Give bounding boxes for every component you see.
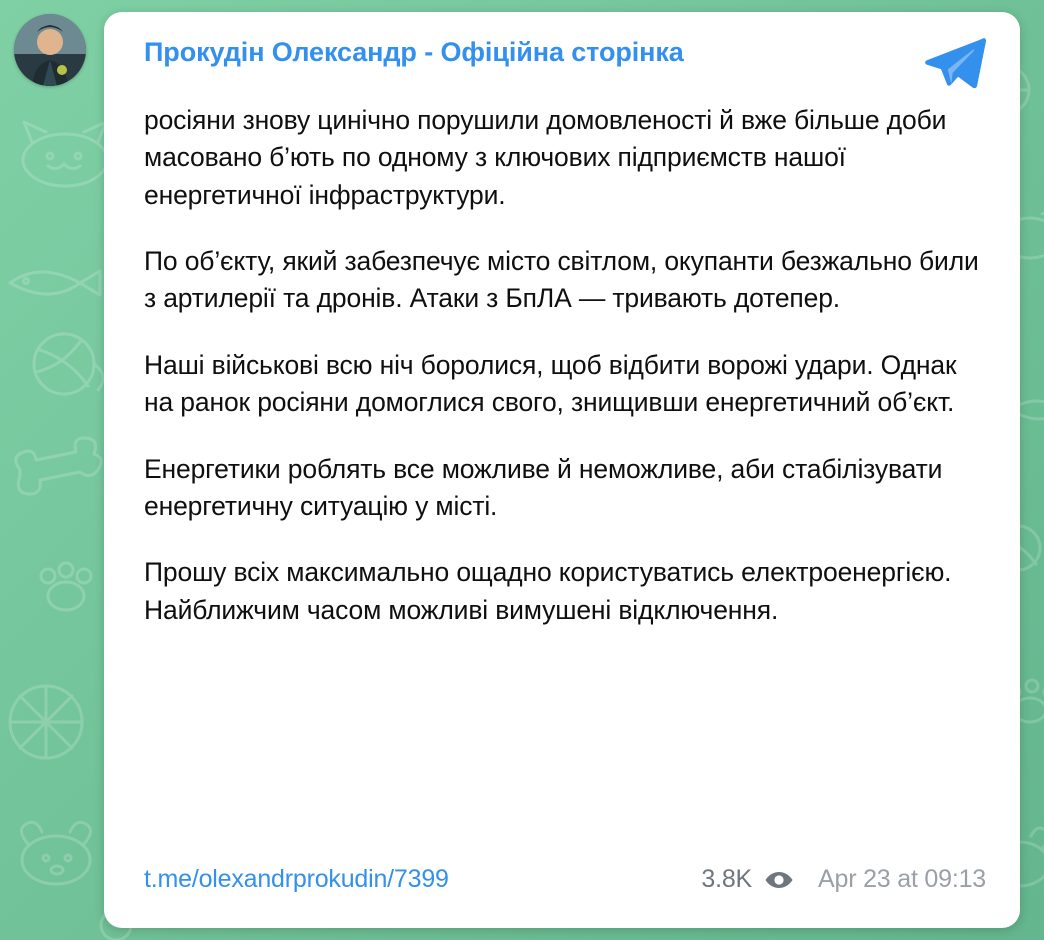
message-paragraph: Прошу всіх максимально ощадно користуватись електроенергією. Найближчим часом можливі вимушені відключення. [144,557,952,625]
eye-icon [764,870,794,890]
message-paragraph: росіяни знову цинічно порушили домовленості й вже більше доби масовано б’ють по одному з ключових підприємств нашої енергетичної інфраструктури. [144,105,947,210]
message-paragraph: Наші військові всю ніч боролися, щоб відбити ворожі удари. Однак на ранок росіяни домоглися свого, знищивши енергетичний об’єкт. [144,349,957,418]
message-text [144,102,986,629]
message-paragraph: Енергетики роблять все можливе й неможливе, аби стабілізувати енергетичну ситуацію у місті. [144,453,943,521]
card-footer [144,865,986,894]
post-date: Apr 23 at 09:13 [818,865,986,893]
channel-title[interactable]: Прокудін Олександр - Офіційна сторінка [144,37,684,67]
view-count: 3.8K [701,865,753,893]
telegram-logo-icon [924,36,986,88]
post-link[interactable]: t.me/olexandrprokudin/7399 [144,865,449,893]
card-header [144,38,986,88]
footer-meta [701,865,986,894]
avatar[interactable] [14,14,86,86]
telegram-post-card [104,12,1020,928]
message-paragraph: По об’єкту, який забезпечує місто світлом, окупанти безжально били з артилерії та дронів. Атаки з БпЛА — тривають дотепер. [144,246,979,314]
